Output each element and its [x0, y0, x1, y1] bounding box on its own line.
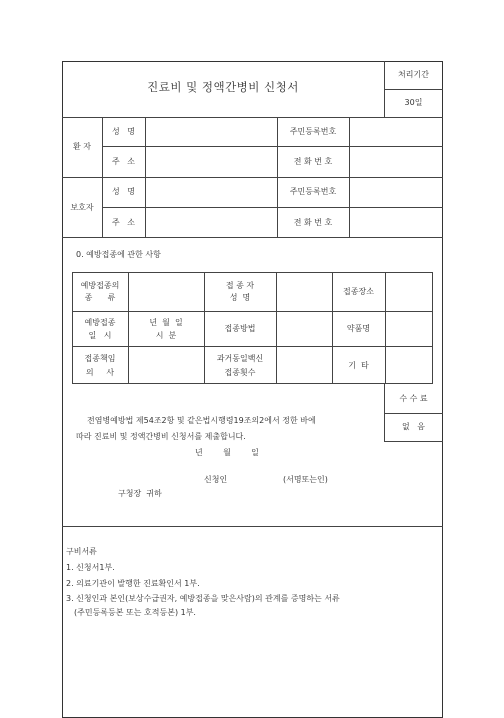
date-ymd-label: 년 월 일	[149, 318, 183, 327]
documents-title: 구비서류	[66, 547, 97, 556]
recipient-label-2: 성 명	[229, 293, 251, 302]
vaccination-section-title: 0. 예방접종에 관한 사항	[76, 250, 161, 259]
other-label: 기 타	[348, 361, 369, 370]
addressee: 구청장 귀하	[118, 489, 162, 498]
divider	[62, 177, 443, 178]
patient-phone-label: 전 화 번 호	[293, 157, 333, 166]
fee-label: 수 수 료	[399, 394, 428, 403]
vaccination-method-label: 접종방법	[224, 324, 256, 333]
divider	[72, 383, 433, 384]
vaccine-type-label-2: 종 류	[84, 293, 116, 302]
responsible-doctor-label-2: 의 사	[85, 368, 115, 377]
divider	[384, 383, 385, 441]
document-item-continuation: (주민등록등본 또는 호적등본) 1부.	[74, 608, 196, 617]
vaccine-type-label: 예방접종의	[80, 281, 120, 290]
fee-value: 없 음	[401, 422, 426, 431]
divider	[72, 346, 433, 347]
divider	[62, 237, 443, 238]
guardian-label: 보호자	[70, 203, 94, 212]
divider	[72, 311, 433, 312]
divider	[384, 413, 443, 414]
document-item: 3. 신청인과 본인(보상수급권자, 예방접종을 맞은사람)의 관계를 증명하는 서류	[66, 594, 340, 603]
date-line: 년 월 일	[195, 448, 259, 457]
patient-label: 환 자	[73, 142, 91, 151]
guardian-phone-label: 전 화 번 호	[293, 218, 333, 227]
processing-period-value: 30일	[404, 98, 423, 107]
guardian-name-label: 성 명	[111, 187, 136, 196]
vaccination-date-label-2: 일 시	[88, 331, 112, 340]
responsible-doctor-label: 접종책임	[84, 354, 116, 363]
applicant-label: 신청인	[204, 475, 228, 484]
patient-address-label: 주 소	[111, 157, 136, 166]
divider	[432, 272, 433, 383]
statement-line-2: 따라 진료비 및 정액간병비 신청서를 제출합니다.	[76, 432, 246, 441]
patient-name-label: 성 명	[111, 127, 136, 136]
divider	[72, 272, 433, 273]
vaccination-place-label: 접종장소	[343, 287, 374, 296]
divider	[384, 89, 443, 90]
divider	[62, 117, 443, 118]
divider	[349, 117, 350, 237]
form-title: 진료비 및 정액간병비 신청서	[147, 80, 299, 94]
divider	[385, 272, 386, 383]
vaccination-date-label: 예방접종	[84, 318, 116, 327]
processing-period-label: 처리기간	[398, 70, 429, 79]
recipient-label: 접 종 자	[225, 281, 255, 290]
prior-vaccine-count-label: 과거동일백신	[216, 354, 264, 363]
divider	[102, 207, 443, 208]
divider	[62, 526, 443, 527]
drug-name-label: 약품명	[346, 324, 371, 333]
divider	[276, 272, 277, 383]
prior-vaccine-count-label-2: 접종횟수	[224, 368, 256, 377]
document-item: 1. 신청서1부.	[66, 563, 115, 572]
time-hm-label: 시 분	[155, 331, 177, 340]
divider	[384, 441, 443, 442]
guardian-address-label: 주 소	[111, 218, 136, 227]
guardian-rrn-label: 주민등록번호	[289, 187, 337, 196]
divider	[102, 146, 443, 147]
document-item: 2. 의료기관이 발행한 진료확인서 1부.	[66, 579, 200, 588]
statement-line-1: 전염병예방법 제54조2항 및 같은법시행령19조의2에서 정한 바에	[87, 416, 316, 425]
patient-rrn-label: 주민등록번호	[289, 127, 337, 136]
divider	[145, 117, 146, 237]
signature-label: (서명또는인)	[283, 475, 328, 484]
